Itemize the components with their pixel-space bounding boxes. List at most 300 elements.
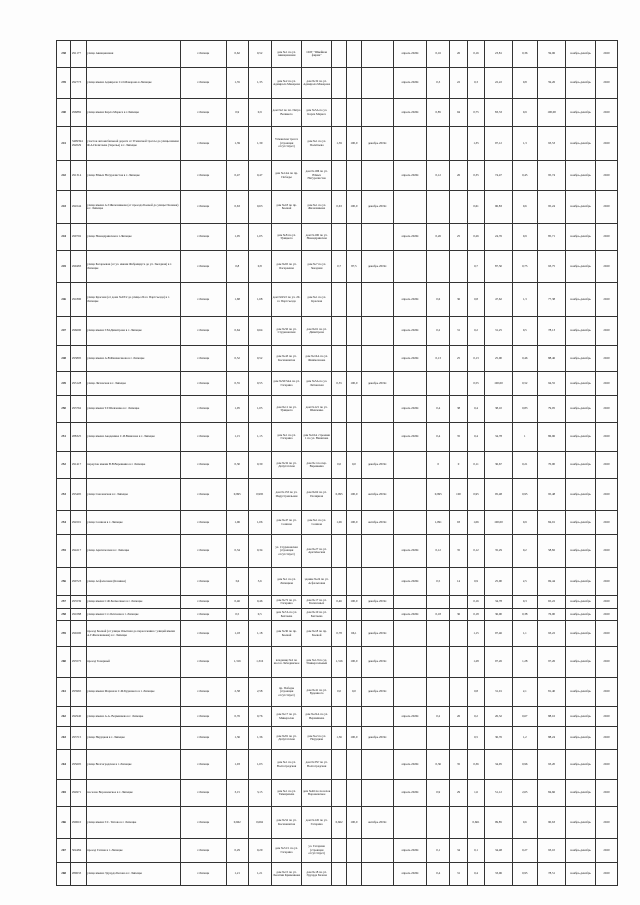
target-percent-cell: 95,74 [537,161,565,191]
date-completed-cell [361,41,394,68]
target-length-cell: 1,3 [512,283,537,317]
actual-percent-cell: 38,10 [485,396,512,423]
length-normative-cell: 0,995 [248,479,271,511]
date-planned-cell: апрель 2020г. [394,346,427,372]
row-number-cell: 254 [57,511,71,535]
repaired-percent-cell [347,317,361,346]
road-name-cell: улица имени А.Г.Железнякова (от проезда Боевой до улицы Полевая) в г. Липецке [86,191,180,224]
actual-length-cell: 0,4 [467,863,485,886]
table-row [57,780,618,807]
length-total-cell: 1,21 [226,863,248,886]
work-percent-cell: 31 [450,863,468,886]
target-percent-cell: 84,91 [537,511,565,535]
end-point-cell: дом №1 по ул. Железнякова [302,191,332,224]
length-total-cell: 1,39 [226,127,248,161]
date-completed-cell: декабрь 2019г. [361,372,394,396]
work-period-cell: ноябрь-декабрь [566,647,596,678]
start-point-cell: дом №1 по ул. Тимирязева [271,780,302,807]
repaired-percent-cell [347,224,361,251]
work-length-cell [427,191,450,224]
locality-cell: г.Липецк [180,727,226,750]
length-normative-cell: 1,36 [248,727,271,750]
work-length-cell: 0,995 [427,479,450,511]
target-length-cell: 0,45 [512,161,537,191]
target-percent-cell: 58,82 [537,535,565,568]
actual-length-cell: 0,95 [467,479,485,511]
actual-length-cell: 1,15 [467,621,485,647]
actual-length-cell: 0,55 [467,372,485,396]
length-normative-cell: 1,316 [248,647,271,678]
start-point-cell: дом №81 по ул. Депутатская [271,727,302,750]
repaired-length-cell: 0,662 [331,807,346,839]
target-length-cell: 0,21 [512,452,537,479]
work-percent-cell: 26 [450,161,468,191]
road-id-cell: 296690 [71,317,86,346]
length-total-cell: 1,36 [226,727,248,750]
repaired-length-cell: 0,7 [331,251,346,283]
table-row [57,251,618,283]
date-planned-cell [394,127,427,161]
target-percent-cell: 93,20 [537,750,565,780]
target-length-cell: 2,1 [512,678,537,707]
repaired-length-cell: 0,0 [331,678,346,707]
start-point-cell: дом №7А по ул. Бехтеева [271,609,302,621]
date-completed-cell: октябрь 2019г. [361,479,394,511]
target-percent-cell: 93,22 [537,621,565,647]
target-length-cell: 0,46 [512,346,537,372]
work-year-cell: 2020 [595,423,617,452]
date-planned-cell [394,191,427,224]
row-number-cell: 266 [57,807,71,839]
work-length-cell [427,727,450,750]
length-total-cell: 1,316 [226,647,248,678]
length-total-cell: 0,34 [226,535,248,568]
work-period-cell: ноябрь-декабрь [566,346,596,372]
road-name-cell: улица Басараевая (от ул. имени Фабрициуса до ул. Звездная) в г. Липецке [86,251,180,283]
road-name-cell: улица имени Маршала С.М.Буденного в г. Липецке [86,678,180,707]
actual-length-cell: 0,36 [467,750,485,780]
work-period-cell: ноябрь-декабрь [566,780,596,807]
work-length-cell: 0,1 [427,839,450,863]
repaired-length-cell [331,609,346,621]
work-length-cell: 0,18 [427,609,450,621]
work-percent-cell: 35 [450,423,468,452]
work-length-cell: 0 [427,452,450,479]
target-length-cell: 0,9 [512,511,537,535]
date-planned-cell [394,807,427,839]
date-planned-cell: апрель 2020г. [394,568,427,596]
work-length-cell: 0,2 [427,317,450,346]
work-period-cell: ноябрь-декабрь [566,535,596,568]
table-row [57,863,618,886]
work-year-cell: 2020 [595,511,617,535]
date-completed-cell: декабрь 2019г. [361,127,394,161]
work-percent-cell: 14 [450,568,468,596]
table-row [57,423,618,452]
work-period-cell: ноябрь-декабрь [566,511,596,535]
locality-cell: г.Липецк [180,839,226,863]
actual-percent-cell: 47,62 [485,283,512,317]
length-total-cell: 3,6 [226,568,248,596]
road-name-cell: участок автомобильной дороги от Усманской трассы до улицы имени Ф.А.Политаева (Заречье) в г. Липецке [86,127,180,161]
date-planned-cell [394,372,427,396]
actual-length-cell: 1,06 [467,511,485,535]
work-percent-cell: 35 [450,750,468,780]
row-number-cell: 247 [57,317,71,346]
start-point-cell: дом №2 по пл. Петра Великого [271,99,302,127]
length-normative-cell: 0,76 [248,707,271,727]
road-id-cell: 295605 [71,750,86,780]
end-point-cell: здание №24 по ул. Асфальтовая [302,568,332,596]
row-number-cell: 248 [57,346,71,372]
row-number-cell: 239 [57,68,71,99]
work-percent-cell: 34 [450,839,468,863]
work-period-cell: ноябрь-декабрь [566,423,596,452]
actual-percent-cell: 22,22 [485,68,512,99]
repaired-percent-cell [347,707,361,727]
actual-length-cell: 0,1 [467,839,485,863]
table-row [57,609,618,621]
work-period-cell: ноябрь-декабрь [566,283,596,317]
locality-cell: г.Липецк [180,678,226,707]
work-period-cell: ноябрь-декабрь [566,678,596,707]
repaired-percent-cell: 100,0 [347,479,361,511]
target-length-cell: 0,5 [512,317,537,346]
length-normative-cell: 1,06 [248,511,271,535]
target-length-cell: 2,5 [512,568,537,596]
row-number-cell: 268 [57,863,71,886]
work-length-cell [427,596,450,609]
locality-cell: г.Липецк [180,68,226,99]
repaired-length-cell [331,41,346,68]
locality-cell: г.Липецк [180,707,226,727]
locality-cell: г.Липецк [180,780,226,807]
road-name-cell: улица Юных Натуралистов в г. Липецке [86,161,180,191]
repaired-percent-cell: 100,0 [347,596,361,609]
end-point-cell: дом №121 по ул. Шевченко [302,396,332,423]
date-completed-cell [361,346,394,372]
date-completed-cell: декабрь 2019г. [361,647,394,678]
actual-percent-cell: 97,26 [485,647,512,678]
table-row [57,127,618,161]
work-percent-cell: 22 [450,68,468,99]
length-total-cell: 0,29 [226,839,248,863]
date-completed-cell: декабрь 2019г. [361,678,394,707]
end-point-cell: дом №16А строение 1 по ул. Вавилова [302,423,332,452]
work-period-cell: ноябрь-декабрь [566,372,596,396]
road-id-cell: 290610 [71,807,86,839]
row-number-cell: 264 [57,750,71,780]
actual-percent-cell: 26,32 [485,707,512,727]
work-length-cell: 0,13 [427,346,450,372]
work-period-cell: ноябрь-декабрь [566,596,596,609]
length-normative-cell: 1,68 [248,283,271,317]
repaired-length-cell [331,161,346,191]
target-percent-cell: 86,96 [537,423,565,452]
locality-cell: г.Липецк [180,41,226,68]
locality-cell: г.Липецк [180,863,226,886]
length-normative-cell: 0,55 [248,372,271,396]
repaired-percent-cell [347,346,361,372]
locality-cell: г.Липецк [180,596,226,609]
table-row [57,839,618,863]
work-length-cell: 0,4 [427,396,450,423]
date-planned-cell [394,596,427,609]
locality-cell: г.Липецк [180,283,226,317]
work-percent-cell [450,727,468,750]
start-point-cell: дом №11 по ул. Урицкого [271,396,302,423]
work-year-cell: 2020 [595,372,617,396]
end-point-cell: ул. Гагарина (строящая отсутствует) [302,839,332,863]
actual-percent-cell: 34,48 [485,839,512,863]
end-point-cell: дом №1 по ул. Политаева [302,127,332,161]
work-period-cell: ноябрь-декабрь [566,807,596,839]
work-length-cell [427,251,450,283]
target-length-cell: 0,67 [512,707,537,727]
locality-cell: г.Липецк [180,609,226,621]
locality-cell: г.Липецк [180,396,226,423]
length-normative-cell: 0,662 [248,807,271,839]
length-total-cell: 0,76 [226,707,248,727]
actual-percent-cell: 36,76 [485,727,512,750]
end-point-cell: ООТ "Швейная фирма" [302,41,332,68]
work-length-cell: 0,26 [427,224,450,251]
date-planned-cell [394,479,427,511]
length-total-cell: 0,5 [226,609,248,621]
actual-percent-cell: 34,95 [485,750,512,780]
row-number-cell: 245 [57,251,71,283]
work-period-cell: ноябрь-декабрь [566,863,596,886]
locality-cell: г.Липецк [180,568,226,596]
work-year-cell: 2020 [595,161,617,191]
repaired-percent-cell [347,780,361,807]
length-normative-cell: 0,34 [248,535,271,568]
date-completed-cell [361,99,394,127]
work-percent-cell: 25 [450,346,468,372]
actual-length-cell: 0,9 [467,568,485,596]
work-period-cell: ноябрь-декабрь [566,68,596,99]
target-length-cell: 1,2 [512,727,537,750]
repaired-length-cell [331,317,346,346]
target-length-cell: 0,38 [512,609,537,621]
actual-percent-cell: 25,00 [485,346,512,372]
actual-percent-cell: 83,33 [485,99,512,127]
row-number-cell: 261 [57,678,71,707]
date-planned-cell: апрель 2020г. [394,750,427,780]
length-normative-cell: 3,15 [248,780,271,807]
work-period-cell: ноябрь-декабрь [566,396,596,423]
work-year-cell: 2020 [595,678,617,707]
date-planned-cell [394,251,427,283]
table-row [57,41,618,68]
length-total-cell: 0,662 [226,807,248,839]
table-row [57,596,618,609]
date-planned-cell: апрель 2020г. [394,707,427,727]
actual-length-cell: 0,61 [467,191,485,224]
row-number-cell: 259 [57,621,71,647]
road-id-cell: 291088 [71,609,86,621]
row-number-cell: 240 [57,99,71,127]
length-total-cell: 1,05 [226,396,248,423]
length-normative-cell: 0,63 [248,191,271,224]
end-point-cell: дом №46 по поселок Воронежское [302,780,332,807]
start-point-cell: ул. Студеновская (строящая отсутствует) [271,535,302,568]
end-point-cell: дом №17 по ул. Балмочных [302,596,332,609]
start-point-cell: пр. Победы (строящая отсутствует) [271,678,302,707]
road-repair-table [56,40,618,886]
actual-length-cell: 0,16 [467,41,485,68]
actual-length-cell: 0,16 [467,596,485,609]
start-point-cell: дом №52 по ул. Космонавтов [271,807,302,839]
length-normative-cell: 0,29 [248,839,271,863]
work-percent-cell: 25 [450,224,468,251]
road-id-cell: 296882 [71,99,86,127]
locality-cell: г.Липецк [180,346,226,372]
work-length-cell: 0,36 [427,750,450,780]
length-total-cell: 0,9 [226,99,248,127]
table-row [57,191,618,224]
road-id-cell: 293495 [71,479,86,511]
row-number-cell: 255 [57,535,71,568]
work-period-cell: ноябрь-декабрь [566,568,596,596]
repaired-percent-cell [347,568,361,596]
actual-percent-cell: 35,29 [485,535,512,568]
start-point-cell: дом №50/54А по ул. Гагарина [271,372,302,396]
end-point-cell: дом №1 по ул. Красная [302,283,332,317]
work-percent-cell [450,596,468,609]
start-point-cell: дом №47 по ул. Сошная [271,511,302,535]
table-row [57,283,618,317]
target-percent-cell: 93,53 [537,127,565,161]
locality-cell: г.Липецк [180,452,226,479]
locality-cell: г.Липецк [180,99,226,127]
date-completed-cell [361,423,394,452]
work-length-cell [427,372,450,396]
road-name-cell: проезд Боевой (от улицы Опытная до пересечения с улицей имени А.Г.Железнякова) в г. Липецке [86,621,180,647]
work-length-cell [427,647,450,678]
road-id-cell: 289633 [71,863,86,886]
work-percent-cell [450,807,468,839]
road-name-cell: улица Сошная в г. Липецке [86,511,180,535]
table-row [57,511,618,535]
table-row [57,317,618,346]
actual-percent-cell: 33,06 [485,863,512,886]
date-completed-cell: декабрь 2019г. [361,452,394,479]
work-year-cell: 2020 [595,807,617,839]
repaired-length-cell [331,346,346,372]
table-row [57,678,618,707]
road-id-cell: 294971 [71,780,86,807]
length-normative-cell: 1,03 [248,750,271,780]
road-name-cell: улица имени Адмирала С.О.Макарова в Липецке [86,68,180,99]
work-year-cell: 2020 [595,863,617,886]
actual-length-cell: 0,8 [467,283,485,317]
work-year-cell: 2020 [595,780,617,807]
actual-percent-cell: 100,00 [485,372,512,396]
actual-percent-cell: 36,67 [485,452,512,479]
work-year-cell: 2020 [595,68,617,99]
locality-cell: г.Липецк [180,807,226,839]
locality-cell: г.Липецк [180,535,226,568]
row-number-cell: 263 [57,727,71,750]
target-percent-cell: 95,24 [537,191,565,224]
target-percent-cell: 93,10 [537,839,565,863]
date-completed-cell [361,707,394,727]
length-total-cell: 1,03 [226,750,248,780]
work-period-cell: ноябрь-декабрь [566,750,596,780]
road-name-cell: улица имени Академика С.И.Вавилова в г. Липецке [86,423,180,452]
actual-percent-cell: 31,01 [485,678,512,707]
actual-length-cell: 0,4 [467,396,485,423]
target-length-cell: 0,9 [512,224,537,251]
actual-percent-cell: 96,83 [485,191,512,224]
repaired-percent-cell: 0,0 [347,678,361,707]
locality-cell: г.Липецк [180,647,226,678]
length-normative-cell: 0,30 [248,452,271,479]
length-normative-cell: 0,5 [248,609,271,621]
road-id-cell: 299792 [71,224,86,251]
target-percent-cell: 97,26 [537,647,565,678]
repaired-percent-cell [347,41,361,68]
date-completed-cell [361,283,394,317]
work-percent-cell: 100 [450,479,468,511]
work-period-cell: ноябрь-декабрь [566,161,596,191]
road-name-cell: улица Волгоградская в г. Липецке [86,750,180,780]
work-percent-cell [450,127,468,161]
actual-length-cell: 0,3 [467,68,485,99]
actual-length-cell: 0,11 [467,452,485,479]
actual-length-cell: 0,7 [467,251,485,283]
date-completed-cell: октябрь 2019г. [361,511,394,535]
row-number-cell: 267 [57,839,71,863]
work-year-cell: 2020 [595,396,617,423]
end-point-cell: дом №35Г по ул. Волгоградская [302,750,332,780]
actual-percent-cell: 95,48 [485,479,512,511]
road-id-cell: 293539 [71,596,86,609]
date-completed-cell [361,568,394,596]
target-percent-cell: 78,13 [537,317,565,346]
actual-percent-cell: 24,76 [485,224,512,251]
repaired-length-cell: 1,39 [331,127,346,161]
row-number-cell: 251 [57,423,71,452]
repaired-length-cell [331,224,346,251]
end-point-cell: дом №16А по ул. Фашмочнова [302,346,332,372]
locality-cell: г.Липецк [180,479,226,511]
repaired-percent-cell: 100,0 [347,191,361,224]
actual-length-cell: 0,661 [467,807,485,839]
table-row [57,535,618,568]
repaired-percent-cell [347,161,361,191]
repaired-percent-cell [347,535,361,568]
locality-cell: г.Липецк [180,750,226,780]
work-length-cell: 0,12 [427,535,450,568]
length-total-cell: 0,47 [226,161,248,191]
length-normative-cell: 0,46 [248,596,271,609]
repaired-length-cell [331,707,346,727]
start-point-cell: дом №14А по пр. Победы [271,161,302,191]
target-length-cell: 0,6 [512,191,537,224]
start-point-cell: дом №31/1 по ул. Гагарина [271,839,302,863]
date-completed-cell [361,317,394,346]
locality-cell: г.Липецк [180,423,226,452]
row-number-cell: 256 [57,568,71,596]
start-point-cell: дом №17 по ул. Минералов [271,707,302,727]
target-percent-cell: 69,44 [537,568,565,596]
end-point-cell: дом №62 по ул. Полярная [302,479,332,511]
date-planned-cell [394,511,427,535]
date-planned-cell: апрель 2020г. [394,283,427,317]
work-period-cell: ноябрь-декабрь [566,609,596,621]
